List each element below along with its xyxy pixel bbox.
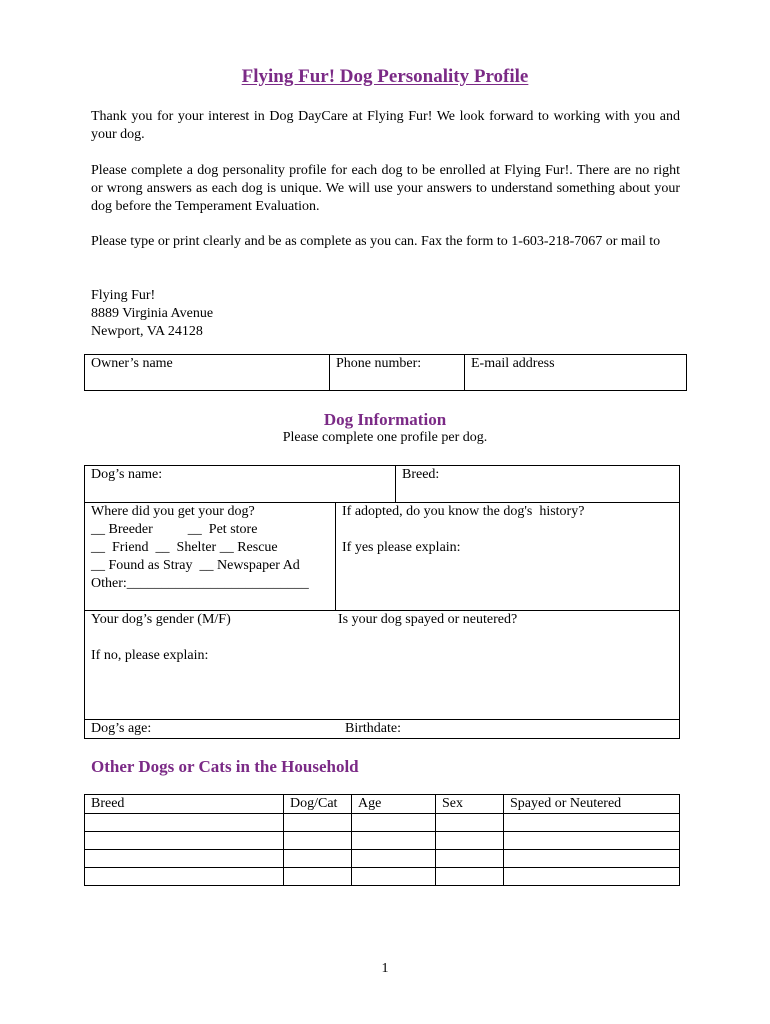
cell-spayed[interactable] [504, 850, 680, 868]
cell-spayed[interactable] [504, 832, 680, 850]
breed-label: Breed: [402, 467, 440, 482]
cell-breed[interactable] [85, 868, 284, 886]
household-table [84, 794, 680, 886]
cell-sex[interactable] [436, 868, 504, 886]
cell-breed[interactable] [85, 814, 284, 832]
adopted-question: If adopted, do you know the dog's history? [342, 504, 585, 519]
cell-spayed[interactable] [504, 814, 680, 832]
birthdate-label: Birthdate: [345, 721, 401, 736]
spayed-question: Is your dog spayed or neutered? [338, 612, 518, 627]
col-header-sex: Sex [436, 795, 504, 814]
email-label: E-mail address [471, 356, 555, 371]
source-question: Where did you get your dog? [91, 504, 255, 519]
col-header-dogcat: Dog/Cat [284, 795, 352, 814]
cell-sex[interactable] [436, 850, 504, 868]
page-title: Flying Fur! Dog Personality Profile [241, 66, 529, 87]
cell-breed[interactable] [85, 850, 284, 868]
age-birthdate-cell[interactable] [85, 720, 680, 739]
owner-name-label: Owner’s name [91, 356, 173, 371]
table-row [85, 814, 680, 832]
intro-paragraph-3: Please type or print clearly and be as complete as you can. Fax the form to 1-603-218-7067 or mail to [91, 234, 661, 249]
col-header-breed: Breed [85, 795, 284, 814]
intro-paragraph-1: Thank you for your interest in Dog DayCare at Flying Fur! We look forward to working with you and your dog. [91, 109, 680, 142]
table-row [85, 868, 680, 886]
cell-sex[interactable] [436, 814, 504, 832]
page-number: 1 [381, 961, 389, 976]
gender-label: Your dog’s gender (M/F) [91, 612, 231, 627]
cell-breed[interactable] [85, 832, 284, 850]
intro-paragraph-2: Please complete a dog personality profile for each dog to be enrolled at Flying Fur!. There are no right or wrong answers as each dog is unique. We will use your answers to understand something about your dog before the Temperament Evaluation. [91, 163, 680, 214]
mailing-address [91, 287, 213, 341]
dog-info-note: Please complete one profile per dog. [282, 430, 488, 445]
address-street: 8889 Virginia Avenue [91, 306, 214, 321]
phone-label: Phone number: [336, 356, 422, 371]
adoption-history-cell[interactable] [336, 503, 680, 611]
owner-name-field[interactable] [85, 355, 330, 391]
dog-name-field[interactable] [85, 466, 396, 502]
cell-spayed[interactable] [504, 868, 680, 886]
email-field[interactable] [465, 355, 687, 391]
breed-field[interactable] [396, 466, 445, 502]
cell-dogcat[interactable] [284, 814, 352, 832]
source-other: Other:__________________________ [91, 576, 309, 591]
explain-label: If yes please explain: [342, 540, 461, 555]
source-options-3: __ Found as Stray __ Newspaper Ad [91, 558, 300, 573]
cell-age[interactable] [352, 832, 436, 850]
dog-age-label: Dog’s age: [91, 721, 152, 736]
dog-source-cell[interactable] [85, 503, 336, 611]
source-options-1: __ Breeder __ Pet store [91, 522, 258, 537]
cell-age[interactable] [352, 850, 436, 868]
col-header-age: Age [352, 795, 436, 814]
household-heading: Other Dogs or Cats in the Household [91, 757, 359, 776]
cell-age[interactable] [352, 814, 436, 832]
no-explain-label: If no, please explain: [91, 648, 209, 663]
dog-info-table [84, 465, 680, 739]
col-header-spayed: Spayed or Neutered [504, 795, 680, 814]
phone-field[interactable] [330, 355, 465, 391]
address-name: Flying Fur! [91, 288, 156, 303]
gender-spay-cell[interactable] [85, 611, 680, 720]
cell-sex[interactable] [436, 832, 504, 850]
address-city: Newport, VA 24128 [91, 324, 203, 339]
source-options-2: __ Friend __ Shelter __ Rescue [91, 540, 278, 555]
cell-dogcat[interactable] [284, 850, 352, 868]
cell-dogcat[interactable] [284, 868, 352, 886]
cell-dogcat[interactable] [284, 832, 352, 850]
dog-info-heading: Dog Information [323, 410, 447, 429]
table-row [85, 850, 680, 868]
owner-table [84, 354, 687, 391]
dog-name-label: Dog’s name: [91, 467, 163, 482]
cell-age[interactable] [352, 868, 436, 886]
table-row [85, 832, 680, 850]
